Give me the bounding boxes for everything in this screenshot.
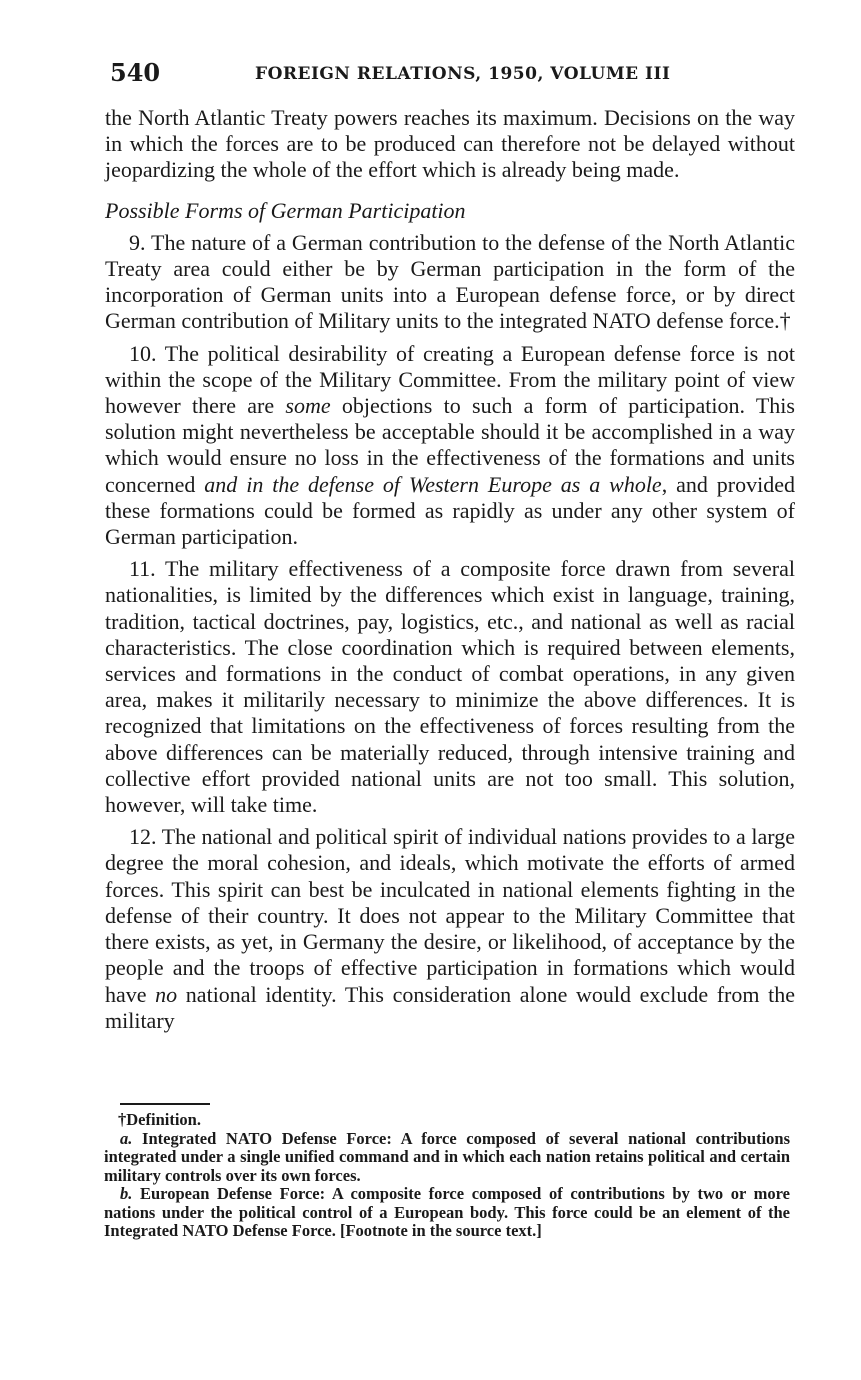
running-head: FOREIGN RELATIONS, 1950, VOLUME III xyxy=(255,64,671,84)
page-number: 540 xyxy=(110,58,161,87)
paragraph-9: 9. The nature of a German contribution to the defense of the North Atlantic Treaty area could either be by German participation in the form of the incorporation of German units into a European defense force, or by direct German contribution of Military units to the integrated NATO defense force.† xyxy=(105,229,795,334)
footnote-b xyxy=(104,1185,790,1241)
paragraph-11: 11. The military effectiveness of a composite force drawn from several nationalities, is limited by the differences which exist in language, training, tradition, tactical doctrines, pay, logistics, etc., and national as well as racial characteristics. The close coordination which is required between elements, services and formations in the conduct of combat operations, in any given area, makes it militarily necessary to minimize the above differences. It is recognized that limitations on the effectiveness of forces resulting from the above differences can be materially reduced, through intensive training and collective effort provided national units are not too small. This solution, however, will take time. xyxy=(105,556,795,818)
paragraph-10-text-a: 10. The political desirability of creating a European defense force is not within the scope of the Military Committee. From the military point of view however there are xyxy=(105,340,795,419)
section-subheading: Possible Forms of German Participation xyxy=(105,197,466,223)
paragraph-10-emphasis-western-europe: and in the defense of Western Europe as a whole xyxy=(204,471,662,497)
page-header xyxy=(110,58,800,88)
footnote-heading: †Definition. xyxy=(118,1110,201,1129)
paragraph-10-text-e: , and provided these formations could be formed as rapidly as under any other system of German participation. xyxy=(105,471,795,550)
footnote-a-letter: a. xyxy=(120,1128,133,1148)
continuation-paragraph: the North Atlantic Treaty powers reaches its maximum. Decisions on the way in which the forces are to be produced can therefore not be delayed without jeopardizing the whole of the effort which is already being made. xyxy=(105,105,795,183)
paragraph-12-text-c: national identity. This consideration alone would exclude from the military xyxy=(105,981,795,1033)
footnote-a-text: Integrated NATO Defense Force: A force composed of several national contributions integrated under a single unified command and in which each nation retains political and certain military controls over its own forces. xyxy=(104,1128,790,1185)
body-text xyxy=(105,105,795,1034)
paragraph-12-text-a: 12. The national and political spirit of individual nations provides to a large degree the moral cohesion, and ideals, which motivate the efforts of armed forces. This spirit can best be inculcated in national elements fighting in the defense of their country. It does not appear to the Military Committee that there exists, as yet, in Germany the desire, or likelihood, of acceptance by the people and the troops of effective participation in formations which would have xyxy=(105,824,795,1007)
paragraph-10 xyxy=(105,341,795,551)
paragraph-10-text-c: objections to such a form of participation. This solution might nevertheless be acceptable should it be accomplished in a way which would ensure no loss in the effectiveness of the formations and units concerned xyxy=(105,393,795,497)
footnote-a xyxy=(104,1130,790,1186)
paragraph-12-emphasis-no: no xyxy=(155,981,178,1007)
paragraph-12 xyxy=(105,824,795,1034)
paragraph-10-emphasis-some: some xyxy=(285,393,331,419)
footnote-b-text: European Defense Force: A composite force composed of contributions by two or more nations under the political control of a European body. This force could be an element of the Integrated NATO Defense Force. [Footnote in the source text.] xyxy=(104,1184,790,1240)
footnote-b-letter: b. xyxy=(120,1184,133,1203)
footnotes xyxy=(104,1111,790,1241)
footnote-divider xyxy=(120,1103,210,1105)
